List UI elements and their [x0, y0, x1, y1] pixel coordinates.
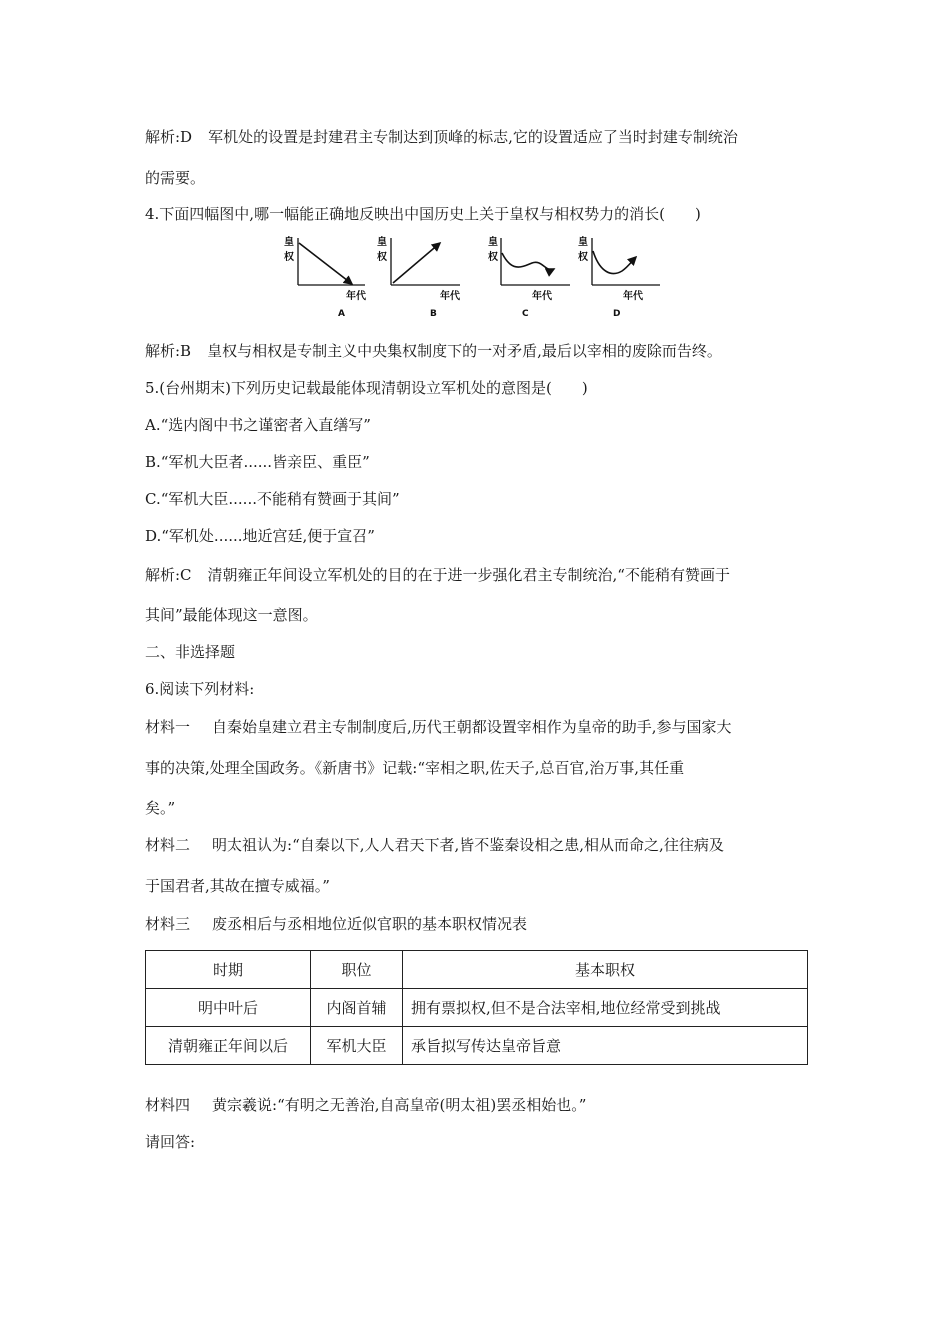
material-2-line2: 于国君者,其故在擅专威福。”	[145, 877, 330, 895]
q4-explanation-text: 皇权与相权是专制主义中央集权制度下的一对矛盾,最后以宰相的废除而告终。	[207, 342, 722, 360]
q4-stem-text: 4.下面四幅图中,哪一幅能正确地反映出中国历史上关于皇权与相权势力的消长(	[145, 205, 665, 223]
graph-d	[578, 235, 660, 319]
graph-b-ylabel-2: 权	[377, 252, 387, 263]
graph-a-curve	[299, 243, 352, 284]
material-2-label: 材料二	[145, 836, 191, 854]
graph-a-option: A	[338, 309, 345, 319]
graph-c-curve	[502, 253, 554, 270]
q3-explanation-label: 解析:D	[145, 128, 193, 146]
q5-option-d: D.“军机处......地近宫廷,便于宣召”	[145, 527, 375, 545]
graph-a-xlabel: 年代	[346, 291, 366, 302]
graph-c-xlabel: 年代	[532, 291, 552, 302]
material-1-label: 材料一	[145, 718, 191, 736]
material-3-text: 废丞相后与丞相地位近似官职的基本职权情况表	[212, 915, 528, 933]
table-cell-position: 军机大臣	[311, 1027, 403, 1065]
graph-d-option: D	[613, 309, 621, 319]
graph-b-curve	[393, 243, 440, 283]
graph-d-ylabel-1: 皇	[578, 237, 588, 248]
q4-explanation-label: 解析:B	[145, 342, 192, 360]
q5-explanation-line2: 其间”最能体现这一意图。	[145, 606, 318, 624]
section-title: 二、非选择题	[145, 643, 236, 661]
q5-explanation-text: 清朝雍正年间设立军机处的目的在于进一步强化君主专制统治,“不能稍有赞画于	[207, 566, 730, 584]
q5-option-c: C.“军机大臣......不能稍有赞画于其间”	[145, 490, 400, 508]
official-powers-table	[145, 950, 808, 1065]
q5-explanation-label: 解析:C	[145, 566, 192, 584]
table-header-period: 时期	[146, 951, 311, 989]
table-cell-position: 内阁首辅	[311, 989, 403, 1027]
q6-stem: 6.阅读下列材料:	[145, 680, 255, 698]
q3-explanation-line2: 的需要。	[145, 169, 206, 187]
graph-c-ylabel-2: 权	[488, 252, 498, 263]
material-4-label: 材料四	[145, 1096, 191, 1114]
q5-stem-text: 5.(台州期末)下列历史记载最能体现清朝设立军机处的意图是(	[145, 379, 552, 397]
graph-b-xlabel: 年代	[440, 291, 460, 302]
material-1-text: 自秦始皇建立君主专制制度后,历代王朝都设置宰相作为皇帝的助手,参与国家大	[212, 718, 732, 736]
table-header-powers: 基本职权	[403, 951, 808, 989]
q3-explanation-line1	[145, 126, 738, 148]
material-3-line	[145, 913, 527, 935]
table-row	[146, 1027, 808, 1065]
q4-stem-close: )	[694, 205, 701, 223]
table-row	[146, 989, 808, 1027]
q5-option-b: B.“军机大臣者......皆亲臣、重臣”	[145, 453, 370, 471]
table-cell-period: 清朝雍正年间以后	[146, 1027, 311, 1065]
graph-b	[377, 235, 461, 319]
table-header-position: 职位	[311, 951, 403, 989]
material-1-line1	[145, 716, 732, 738]
graph-c-ylabel-1: 皇	[488, 237, 498, 248]
graph-a-ylabel-1: 皇	[284, 237, 294, 248]
material-2-text: 明太祖认为:“自秦以下,人人君天下者,皆不鉴秦设相之患,相从而命之,往往病及	[212, 836, 724, 854]
table-cell-powers: 承旨拟写传达皇帝旨意	[403, 1027, 808, 1065]
q4-explanation	[145, 340, 722, 362]
graph-b-ylabel-1: 皇	[377, 237, 387, 248]
material-2-line1	[145, 834, 724, 856]
q3-explanation-text: 军机处的设置是封建君主专制达到顶峰的标志,它的设置适应了当时封建专制统治	[208, 128, 738, 146]
q4-graphs-figure	[280, 233, 660, 323]
graph-d-ylabel-2: 权	[578, 252, 588, 263]
material-3-label: 材料三	[145, 915, 191, 933]
material-1-line3: 矣。”	[145, 799, 176, 817]
graph-a-ylabel-2: 权	[284, 252, 294, 263]
q5-stem-close: )	[581, 379, 588, 397]
q5-option-a: A.“选内阁中书之谨密者入直缮写”	[145, 416, 371, 434]
table-header-row	[146, 951, 808, 989]
graph-b-option: B	[430, 309, 437, 319]
please-answer: 请回答:	[145, 1133, 196, 1151]
material-4-line	[145, 1094, 586, 1116]
graph-c	[488, 235, 570, 319]
q5-stem	[145, 377, 588, 399]
q4-stem	[145, 203, 701, 225]
graph-d-xlabel: 年代	[623, 291, 643, 302]
graph-c-option: C	[522, 309, 529, 319]
material-1-line2: 事的决策,处理全国政务。《新唐书》记载:“宰相之职,佐天子,总百官,治万事,其任重	[145, 759, 685, 777]
table-cell-period: 明中叶后	[146, 989, 311, 1027]
graph-d-curve	[593, 251, 636, 274]
graph-a	[284, 235, 367, 319]
q5-explanation-line1	[145, 564, 730, 586]
table-cell-powers: 拥有票拟权,但不是合法宰相,地位经常受到挑战	[403, 989, 808, 1027]
material-4-text: 黄宗羲说:“有明之无善治,自高皇帝(明太祖)罢丞相始也。”	[212, 1096, 587, 1114]
